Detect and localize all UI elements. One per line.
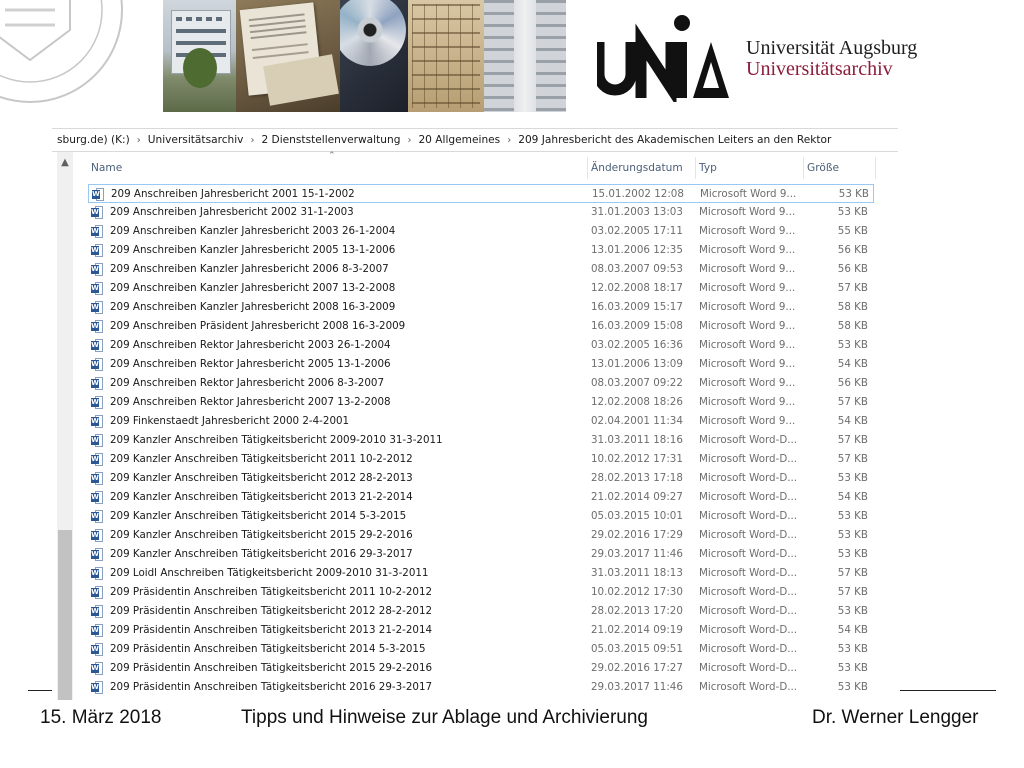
- file-modified-date: 29.03.2017 11:46: [591, 548, 683, 560]
- file-row[interactable]: [88, 488, 874, 507]
- file-row[interactable]: [88, 450, 874, 469]
- scrollbar-thumb[interactable]: [58, 530, 72, 700]
- file-size: 53 KB: [837, 206, 868, 218]
- file-row[interactable]: [88, 583, 874, 602]
- word-docx-icon: W: [91, 491, 103, 504]
- historic-documents-photo: [236, 0, 340, 112]
- file-type: Microsoft Word-D...: [699, 643, 798, 655]
- file-row[interactable]: [88, 640, 874, 659]
- file-name: 209 Anschreiben Kanzler Jahresbericht 2006 8-3-2007: [110, 263, 389, 275]
- column-header-name[interactable]: Name: [88, 157, 588, 179]
- file-modified-date: 03.02.2005 17:11: [591, 225, 683, 237]
- file-row[interactable]: [88, 355, 874, 374]
- file-modified-date: 13.01.2006 12:35: [591, 244, 683, 256]
- file-modified-date: 31.03.2011 18:16: [591, 434, 683, 446]
- file-name: 209 Kanzler Anschreiben Tätigkeitsbericht 2014 5-3-2015: [110, 510, 407, 522]
- file-modified-date: 02.04.2001 11:34: [591, 415, 683, 427]
- footer-author: Dr. Werner Lengger: [812, 707, 979, 728]
- unia-logo: [597, 14, 737, 102]
- breadcrumb-separator-icon: ›: [136, 134, 141, 146]
- file-modified-date: 08.03.2007 09:22: [591, 377, 683, 389]
- file-row[interactable]: [88, 260, 874, 279]
- word-docx-icon: W: [91, 567, 103, 580]
- file-size: 54 KB: [837, 358, 868, 370]
- navigation-pane-scrollbar[interactable]: [57, 152, 73, 700]
- file-size: 53 KB: [837, 529, 868, 541]
- file-modified-date: 31.03.2011 18:13: [591, 567, 683, 579]
- file-type: Microsoft Word 9...: [699, 263, 796, 275]
- word-docx-icon: W: [91, 529, 103, 542]
- file-modified-date: 10.02.2012 17:30: [591, 586, 683, 598]
- word-docx-icon: W: [91, 624, 103, 637]
- word-97-icon: W: [92, 188, 104, 201]
- file-row[interactable]: [88, 393, 874, 412]
- file-row[interactable]: [88, 431, 874, 450]
- file-row[interactable]: [88, 298, 874, 317]
- file-modified-date: 28.02.2013 17:18: [591, 472, 683, 484]
- file-type: Microsoft Word-D...: [699, 662, 798, 674]
- university-name: Universität Augsburg: [746, 37, 918, 59]
- file-name: 209 Anschreiben Rektor Jahresbericht 2007 13-2-2008: [110, 396, 391, 408]
- file-size: 57 KB: [837, 453, 868, 465]
- breadcrumb-drive[interactable]: sburg.de) (K:): [57, 134, 130, 146]
- word-docx-icon: W: [91, 662, 103, 675]
- file-modified-date: 28.02.2013 17:20: [591, 605, 683, 617]
- file-type: Microsoft Word 9...: [699, 396, 796, 408]
- file-name: 209 Anschreiben Kanzler Jahresbericht 2005 13-1-2006: [110, 244, 396, 256]
- file-modified-date: 21.02.2014 09:27: [591, 491, 683, 503]
- breadcrumb-universitaetsarchiv[interactable]: Universitätsarchiv: [147, 134, 244, 146]
- file-explorer-window: [52, 124, 900, 700]
- file-type: Microsoft Word-D...: [699, 681, 798, 693]
- file-name: 209 Anschreiben Kanzler Jahresbericht 2003 26-1-2004: [110, 225, 396, 237]
- file-size: 57 KB: [837, 567, 868, 579]
- archive-boxes-photo: [408, 0, 484, 112]
- file-name: 209 Anschreiben Jahresbericht 2001 15-1-2002: [111, 188, 355, 200]
- file-name: 209 Kanzler Anschreiben Tätigkeitsbericht 2011 10-2-2012: [110, 453, 413, 465]
- file-modified-date: 29.02.2016 17:29: [591, 529, 683, 541]
- file-modified-date: 21.02.2014 09:19: [591, 624, 683, 636]
- file-name: 209 Präsidentin Anschreiben Tätigkeitsbericht 2016 29-3-2017: [110, 681, 433, 693]
- file-type: Microsoft Word-D...: [699, 453, 798, 465]
- file-modified-date: 15.01.2002 12:08: [592, 188, 684, 200]
- file-size: 57 KB: [837, 282, 868, 294]
- file-type: Microsoft Word-D...: [699, 624, 798, 636]
- file-type: Microsoft Word-D...: [699, 548, 798, 560]
- file-name: 209 Präsidentin Anschreiben Tätigkeitsbericht 2011 10-2-2012: [110, 586, 433, 598]
- file-size: 53 KB: [837, 681, 868, 693]
- file-type: Microsoft Word 9...: [699, 320, 796, 332]
- file-modified-date: 10.02.2012 17:31: [591, 453, 683, 465]
- file-type: Microsoft Word 9...: [699, 282, 796, 294]
- file-type: Microsoft Word 9...: [699, 206, 796, 218]
- footer-rule-right: [900, 690, 996, 691]
- file-row[interactable]: [88, 621, 874, 640]
- file-type: Microsoft Word 9...: [699, 339, 796, 351]
- word-docx-icon: W: [91, 681, 103, 694]
- file-name: 209 Präsidentin Anschreiben Tätigkeitsbericht 2015 29-2-2016: [110, 662, 433, 674]
- word-97-icon: W: [91, 301, 103, 314]
- file-size: 53 KB: [837, 510, 868, 522]
- word-97-icon: W: [91, 206, 103, 219]
- file-size: 53 KB: [837, 548, 868, 560]
- file-type: Microsoft Word 9...: [699, 358, 796, 370]
- word-97-icon: W: [91, 225, 103, 238]
- column-header-date[interactable]: Änderungsdatum: [588, 157, 696, 179]
- file-name: 209 Präsidentin Anschreiben Tätigkeitsbericht 2013 21-2-2014: [110, 624, 433, 636]
- file-row[interactable]: [88, 317, 874, 336]
- file-size: 57 KB: [837, 586, 868, 598]
- university-seal-logo: [0, 0, 130, 110]
- word-docx-icon: W: [91, 586, 103, 599]
- file-modified-date: 29.02.2016 17:27: [591, 662, 683, 674]
- file-type: Microsoft Word-D...: [699, 605, 798, 617]
- file-size: 58 KB: [837, 320, 868, 332]
- file-row[interactable]: [88, 241, 874, 260]
- file-name: 209 Kanzler Anschreiben Tätigkeitsbericht 2013 21-2-2014: [110, 491, 413, 503]
- file-size: 56 KB: [837, 244, 868, 256]
- file-name: 209 Präsidentin Anschreiben Tätigkeitsbericht 2014 5-3-2015: [110, 643, 426, 655]
- file-modified-date: 29.03.2017 11:46: [591, 681, 683, 693]
- file-row[interactable]: [88, 545, 874, 564]
- word-docx-icon: W: [91, 434, 103, 447]
- file-size: 56 KB: [837, 377, 868, 389]
- breadcrumb-allgemeines[interactable]: 20 Allgemeines: [418, 134, 501, 146]
- file-modified-date: 31.01.2003 13:03: [591, 206, 683, 218]
- file-name: 209 Finkenstaedt Jahresbericht 2000 2-4-2001: [110, 415, 350, 427]
- file-type: Microsoft Word 9...: [699, 377, 796, 389]
- file-name: 209 Kanzler Anschreiben Tätigkeitsbericht 2009-2010 31-3-2011: [110, 434, 443, 446]
- file-type: Microsoft Word-D...: [699, 529, 798, 541]
- file-type: Microsoft Word 9...: [700, 188, 797, 200]
- file-modified-date: 12.02.2008 18:26: [591, 396, 683, 408]
- file-size: 55 KB: [837, 225, 868, 237]
- breadcrumb-separator-icon: ›: [250, 134, 255, 146]
- file-row[interactable]: [88, 374, 874, 393]
- file-row[interactable]: [88, 659, 874, 678]
- file-name: 209 Kanzler Anschreiben Tätigkeitsbericht 2012 28-2-2013: [110, 472, 413, 484]
- file-size: 53 KB: [837, 339, 868, 351]
- footer-date: 15. März 2018: [40, 707, 162, 728]
- file-type: Microsoft Word 9...: [699, 244, 796, 256]
- word-97-icon: W: [91, 320, 103, 333]
- university-wordmark: [746, 38, 917, 80]
- file-row[interactable]: [88, 184, 874, 203]
- file-size: 56 KB: [837, 263, 868, 275]
- archive-name: Universitätsarchiv: [746, 58, 893, 80]
- file-row[interactable]: [88, 602, 874, 621]
- file-type: Microsoft Word 9...: [699, 415, 796, 427]
- file-name: 209 Anschreiben Kanzler Jahresbericht 2008 16-3-2009: [110, 301, 396, 313]
- file-type: Microsoft Word-D...: [699, 472, 798, 484]
- column-header-type[interactable]: Typ: [696, 157, 804, 179]
- file-type: Microsoft Word 9...: [699, 225, 796, 237]
- file-type: Microsoft Word 9...: [699, 301, 796, 313]
- file-size: 57 KB: [837, 396, 868, 408]
- file-type: Microsoft Word-D...: [699, 586, 798, 598]
- cd-disc-photo: [340, 0, 408, 112]
- file-name: 209 Kanzler Anschreiben Tätigkeitsbericht 2015 29-2-2016: [110, 529, 413, 541]
- word-docx-icon: W: [91, 548, 103, 561]
- word-docx-icon: W: [91, 510, 103, 523]
- file-modified-date: 05.03.2015 10:01: [591, 510, 683, 522]
- file-name: 209 Anschreiben Rektor Jahresbericht 2003 26-1-2004: [110, 339, 391, 351]
- file-row[interactable]: [88, 279, 874, 298]
- file-name: 209 Anschreiben Rektor Jahresbericht 2006 8-3-2007: [110, 377, 385, 389]
- file-name: 209 Anschreiben Rektor Jahresbericht 2005 13-1-2006: [110, 358, 391, 370]
- word-97-icon: W: [91, 377, 103, 390]
- file-size: 53 KB: [838, 188, 869, 200]
- file-name: 209 Anschreiben Jahresbericht 2002 31-1-2003: [110, 206, 354, 218]
- footer-rule-left: [28, 690, 52, 691]
- file-size: 53 KB: [837, 662, 868, 674]
- file-row[interactable]: [88, 526, 874, 545]
- file-name: 209 Präsidentin Anschreiben Tätigkeitsbericht 2012 28-2-2012: [110, 605, 433, 617]
- file-size: 58 KB: [837, 301, 868, 313]
- word-docx-icon: W: [91, 472, 103, 485]
- word-97-icon: W: [91, 263, 103, 276]
- file-row[interactable]: [88, 564, 874, 583]
- word-docx-icon: W: [91, 643, 103, 656]
- header-photo-strip: [163, 0, 566, 112]
- word-docx-icon: W: [91, 605, 103, 618]
- file-name: 209 Anschreiben Präsident Jahresbericht 2008 16-3-2009: [110, 320, 406, 332]
- file-modified-date: 12.02.2008 18:17: [591, 282, 683, 294]
- file-type: Microsoft Word-D...: [699, 510, 798, 522]
- footer-title: Tipps und Hinweise zur Ablage und Archivierung: [241, 707, 648, 728]
- file-size: 57 KB: [837, 434, 868, 446]
- file-row[interactable]: [88, 678, 874, 697]
- building-photo: [163, 0, 236, 112]
- file-size: 53 KB: [837, 605, 868, 617]
- file-modified-date: 08.03.2007 09:53: [591, 263, 683, 275]
- archive-shelves-photo: [484, 0, 566, 112]
- file-modified-date: 05.03.2015 09:51: [591, 643, 683, 655]
- file-size: 54 KB: [837, 491, 868, 503]
- file-row[interactable]: [88, 412, 874, 431]
- file-size: 53 KB: [837, 643, 868, 655]
- scroll-up-arrow-icon[interactable]: ▲: [61, 157, 69, 168]
- word-97-icon: W: [91, 339, 103, 352]
- breadcrumb-separator-icon: ›: [407, 134, 412, 146]
- file-modified-date: 16.03.2009 15:08: [591, 320, 683, 332]
- file-name: 209 Anschreiben Kanzler Jahresbericht 2007 13-2-2008: [110, 282, 396, 294]
- file-type: Microsoft Word-D...: [699, 434, 798, 446]
- file-type: Microsoft Word-D...: [699, 491, 798, 503]
- file-size: 54 KB: [837, 624, 868, 636]
- file-modified-date: 03.02.2005 16:36: [591, 339, 683, 351]
- file-row[interactable]: [88, 336, 874, 355]
- file-list: [88, 184, 874, 697]
- column-header-size[interactable]: Größe: [804, 157, 876, 179]
- word-97-icon: W: [91, 244, 103, 257]
- file-row[interactable]: [88, 469, 874, 488]
- file-row[interactable]: [88, 507, 874, 526]
- breadcrumb-separator-icon: ›: [507, 134, 512, 146]
- file-modified-date: 13.01.2006 13:09: [591, 358, 683, 370]
- file-type: Microsoft Word-D...: [699, 567, 798, 579]
- column-headers: [88, 151, 874, 179]
- file-row[interactable]: [88, 222, 874, 241]
- breadcrumb-dienststellenverwaltung[interactable]: 2 Dienststellenverwaltung: [261, 134, 401, 146]
- address-bar[interactable]: [52, 128, 898, 152]
- word-docx-icon: W: [91, 453, 103, 466]
- sort-ascending-icon: ⌃: [328, 151, 336, 161]
- file-row[interactable]: [88, 203, 874, 222]
- word-97-icon: W: [91, 358, 103, 371]
- word-97-icon: W: [91, 282, 103, 295]
- file-name: 209 Loidl Anschreiben Tätigkeitsbericht 2009-2010 31-3-2011: [110, 567, 429, 579]
- word-97-icon: W: [91, 415, 103, 428]
- file-size: 54 KB: [837, 415, 868, 427]
- breadcrumb-current-folder[interactable]: 209 Jahresbericht des Akademischen Leiters an den Rektor: [518, 134, 832, 146]
- word-97-icon: W: [91, 396, 103, 409]
- file-size: 53 KB: [837, 472, 868, 484]
- file-modified-date: 16.03.2009 15:17: [591, 301, 683, 313]
- file-name: 209 Kanzler Anschreiben Tätigkeitsbericht 2016 29-3-2017: [110, 548, 413, 560]
